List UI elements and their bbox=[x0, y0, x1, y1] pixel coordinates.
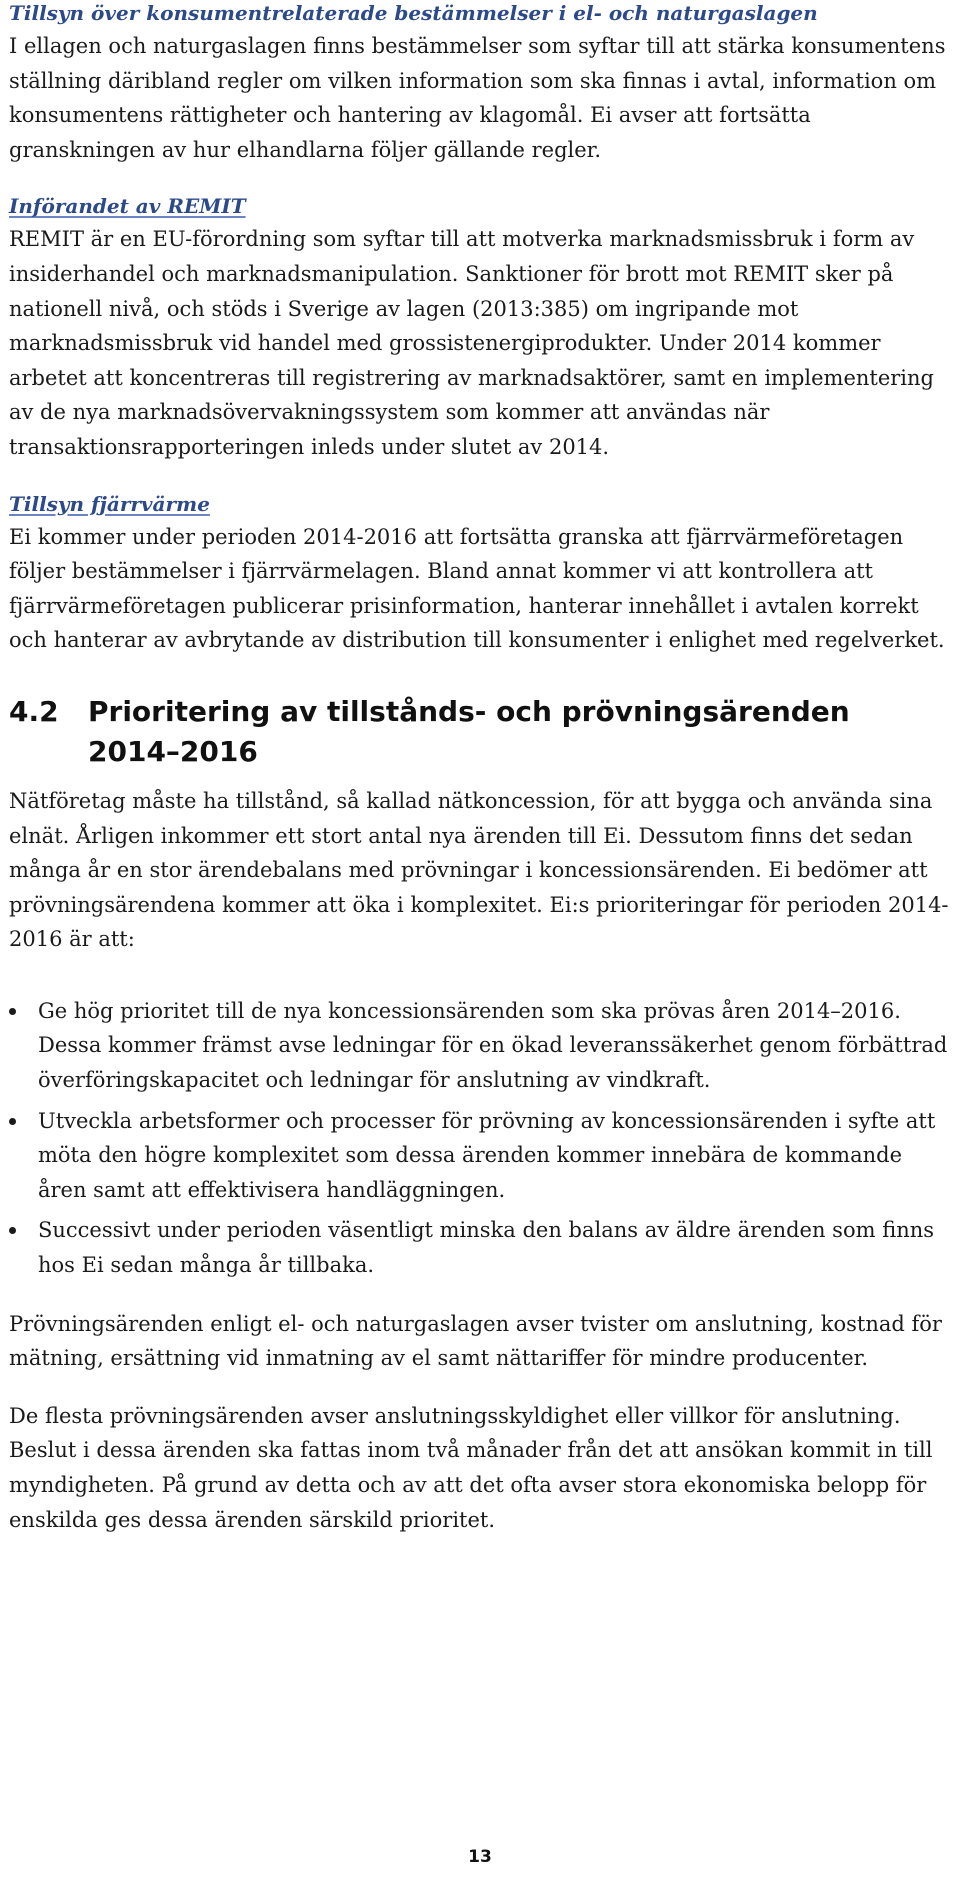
bullet-icon bbox=[9, 1227, 16, 1234]
paragraph-remit: REMIT är en EU-förordning som syftar till att motverka marknadsmissbruk i form av insiderhandel och marknadsmanipulation. Sanktioner för brott mot REMIT sker på nationell nivå, och stöds i Sverige av lagen (2013:385) om ingripande mot marknadsmissbruk vid handel med grossistenergiprodukter. Under 2014 kommer arbetet att koncentreras till registrering av marknadsaktörer, samt en implementering av de nya marknadsövervakningssystem som kommer att användas när transaktionsrapporteringen inleds under slutet av 2014. bbox=[9, 227, 934, 459]
paragraph-fjarrvarme: Ei kommer under perioden 2014-2016 att fortsätta granska att fjärrvärmeföretagen följer bestämmelser i fjärrvärmelagen. Bland annat kommer vi att kontrollera att fjärrvärmeföretagen publicerar prisinformation, hanterar innehållet i avtalen korrekt och hanterar av avbrytande av distribution till konsumenter i enlighet med regelverket. bbox=[9, 524, 945, 653]
paragraph-konsument: I ellagen och naturgaslagen finns bestämmelser som syftar till att stärka konsumentens ställning däribland regler om vilken information som ska finnas i avtal, information om konsumentens rättigheter och hantering av klagomål. Ei avser att fortsätta granskningen av hur elhandlarna följer gällande regler. bbox=[9, 34, 946, 162]
heading-remit: Införandet av REMIT bbox=[9, 194, 246, 219]
section-number: 4.2 bbox=[9, 694, 59, 728]
paragraph-intro: Nätföretag måste ha tillstånd, så kallad nätkoncession, för att bygga och använda sina elnät. Årligen inkommer ett stort antal nya ärenden till Ei. Dessutom finns det sedan många år en stor ärendebalans med prövningar i koncessionsärenden. Ei bedömer att prövningsärendena kommer att öka i komplexitet. Ei:s prioriteringar för perioden 2014-2016 är att: bbox=[9, 788, 949, 952]
bullet-icon bbox=[9, 1118, 16, 1125]
list-item bbox=[9, 1104, 949, 1208]
paragraph-anslutning: De flesta prövningsärenden avser anslutningsskyldighet eller villkor för anslutning. Beslut i dessa ärenden ska fattas inom två månader från det att ansökan kommit in till myndigheten. På grund av detta och av att det ofta avser stora ekonomiska belopp för enskilda ges dessa ärenden särskild prioritet. bbox=[9, 1403, 933, 1532]
list-item-text: Ge hög prioritet till de nya koncessionsärenden som ska prövas åren 2014–2016. Dessa kommer främst avse ledningar för en ökad leveranssäkerhet genom förbättrad överföringskapacitet och ledningar för anslutning av vindkraft. bbox=[38, 998, 948, 1093]
list-item-text: Successivt under perioden väsentligt minska den balans av äldre ärenden som finns hos Ei sedan många år tillbaka. bbox=[38, 1218, 935, 1278]
document-page bbox=[9, 0, 949, 1537]
bullet-icon bbox=[9, 1008, 16, 1015]
list-item bbox=[9, 994, 949, 1098]
heading-fjarrvarme: Tillsyn fjärrvärme bbox=[9, 491, 210, 516]
paragraph-provning: Prövningsärenden enligt el- och naturgaslagen avser tvister om anslutning, kostnad för mätning, ersättning vid inmatning av el samt nättariffer för mindre producenter. bbox=[9, 1311, 942, 1371]
list-item bbox=[9, 1213, 949, 1282]
section-heading bbox=[9, 692, 949, 772]
list-item-text: Utveckla arbetsformer och processer för prövning av koncessionsärenden i syfte att möta den högre komplexitet som dessa ärenden kommer innebära de kommande åren samt att effektivisera handläggningen. bbox=[38, 1108, 936, 1202]
section-title: Prioritering av tillstånds- och prövningsärenden 2014–2016 bbox=[88, 694, 850, 768]
heading-konsument: Tillsyn över konsumentrelaterade bestämmelser i el- och naturgaslagen bbox=[9, 1, 818, 25]
page-number: 13 bbox=[468, 1847, 492, 1867]
priority-list bbox=[9, 994, 949, 1283]
